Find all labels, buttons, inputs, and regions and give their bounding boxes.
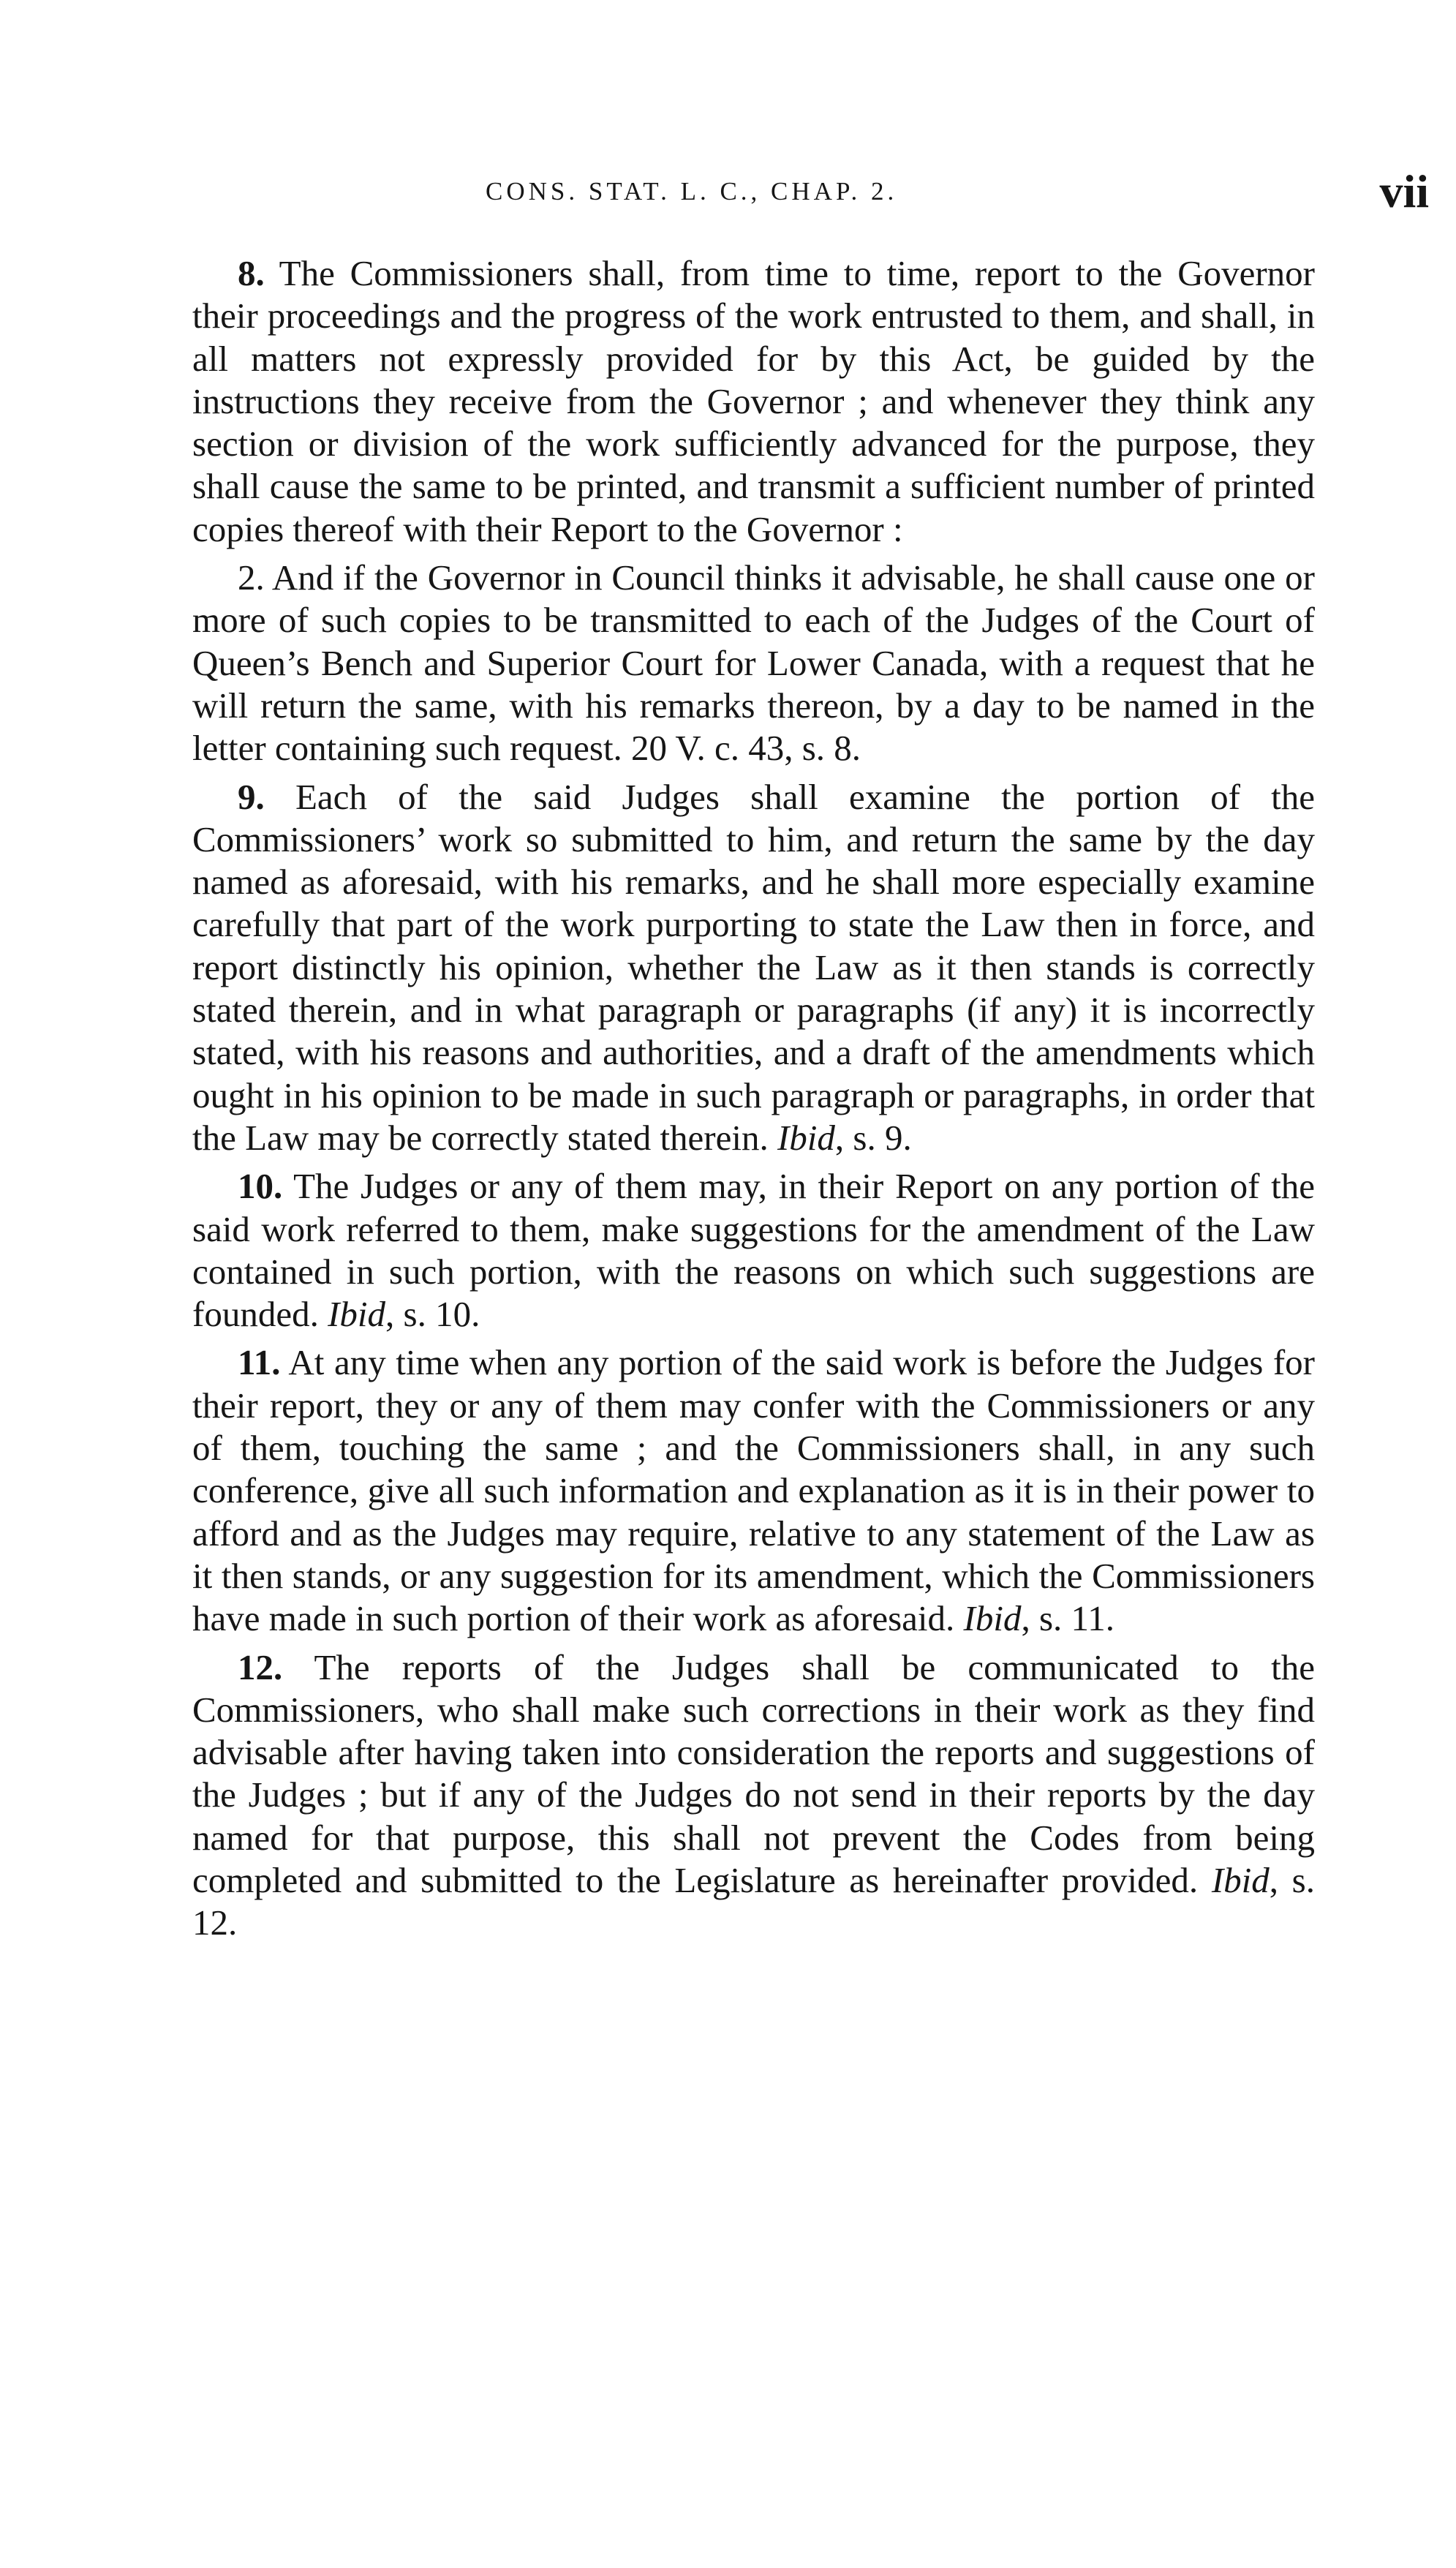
paragraph-subsection-2 [192,557,1315,769]
paragraph-text: Each of the said Judges shall examine the portion of the Commissioners’ work so submitted to him, and return the same by the day named as aforesaid, with his remarks, and he shall more especially examine carefully that part of the work purporting to state the Law then in force, and report distinctly his opinion, whether the Law as it then stands is correctly stated therein, and in what paragraph or paragraphs (if any) it is incorrectly stated, with his reasons and authorities, and a draft of the amendments which ought in his opinion to be made in such paragraph or paragraphs, in order that the Law may be correctly stated therein. [192,776,1315,1158]
paragraph-section-9 [192,776,1315,1160]
paragraph-text: The reports of the Judges shall be communicated to the Commissioners, who shall make such corrections in their work as they find advisable after having taken into consideration the reports and suggestions of the Judges ; but if any of the Judges do not send in their reports by the day named for that purpose, this shall not prevent the Codes from being completed and submitted to the Legislature as hereinafter provided. [192,1646,1315,1900]
paragraph-section-12 [192,1646,1315,1945]
citation-section: , s. 9. [834,1117,912,1158]
paragraph-text: At any time when any portion of the said work is before the Judges for their report, they or any of them may confer with the Commissioners or any of them, touching the same ; and the Commissioners shall, in any such conference, give all such information and explanation as it is in their power to afford and as the Judges may require, relative to any statement of the Law as it then stands, or any suggestion for its amendment, which the Commissioners have made in such portion of their work as aforesaid. [192,1342,1315,1639]
body-text [192,252,1315,1951]
citation-ibid: Ibid [328,1294,386,1335]
section-number: 11. [238,1342,281,1383]
running-head-title: CONS. STAT. L. C., CHAP. 2. [486,177,898,206]
page-number: vii [1379,165,1429,217]
paragraph-section-8 [192,252,1315,551]
section-number: 10. [238,1166,283,1207]
section-number: 9. [238,776,265,817]
citation-ibid: Ibid [963,1598,1022,1639]
section-number: 12. [238,1646,283,1687]
citation-section: , s. 10. [385,1294,480,1335]
running-head [193,165,1429,228]
section-number: 8. [238,253,265,293]
paragraph-text: And if the Governor in Council thinks it advisable, he shall cause one or more of such copies to be transmitted to each of the Judges of the Court of Queen’s Bench and Superior Court for Lower Canada, with a request that he will return the same, with his remarks thereon, by a day to be named in the letter containing such request. 20 V. c. 43, s. 8. [192,557,1315,769]
citation-ibid: Ibid [777,1117,835,1158]
paragraph-section-10 [192,1165,1315,1336]
paragraph-section-11 [192,1341,1315,1640]
subsection-number: 2. [238,557,265,598]
citation-section: , s. 12. [192,1859,1315,1943]
citation-ibid: Ibid [1211,1859,1270,1900]
paragraph-text: The Judges or any of them may, in their Report on any portion of the said work referred to them, make suggestions for the amendment of the Law contained in such portion, with the reasons on which such suggestions are founded. [192,1166,1315,1335]
citation-section: , s. 11. [1021,1598,1114,1639]
paragraph-text: The Commissioners shall, from time to time, report to the Governor their proceedings and the progress of the work entrusted to them, and shall, in all matters not expressly provided for by this Act, be guided by the instructions they receive from the Governor ; and whenever they think any section or division of the work sufficiently advanced for the purpose, they shall cause the same to be printed, and transmit a sufficient number of printed copies thereof with their Report to the Governor : [192,253,1315,549]
